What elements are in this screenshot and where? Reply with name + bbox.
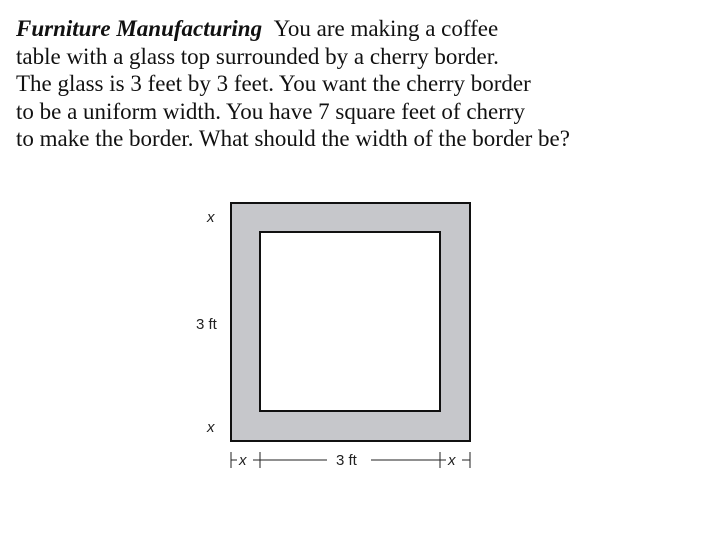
problem-line-2: table with a glass top surrounded by a cherry border. — [16, 43, 499, 69]
label-top-x: x — [207, 209, 215, 226]
dim-label-length: 3 ft — [336, 452, 357, 469]
label-bottom-x: x — [207, 419, 215, 436]
problem-line-5: to make the border. What should the width of the border be? — [16, 126, 570, 151]
problem-line-1-text: You are making a coffee — [273, 16, 499, 41]
problem-title: Furniture Manufacturing — [16, 16, 263, 41]
dim-label-right-x: x — [448, 452, 456, 469]
label-side-length: 3 ft — [196, 316, 217, 333]
dim-label-left-x: x — [239, 452, 247, 469]
glass-top — [260, 232, 440, 411]
problem-line-4: to be a uniform width. You have 7 square feet of cherry — [16, 98, 526, 124]
problem-line-3: The glass is 3 feet by 3 feet. You want the cherry border — [16, 71, 531, 96]
